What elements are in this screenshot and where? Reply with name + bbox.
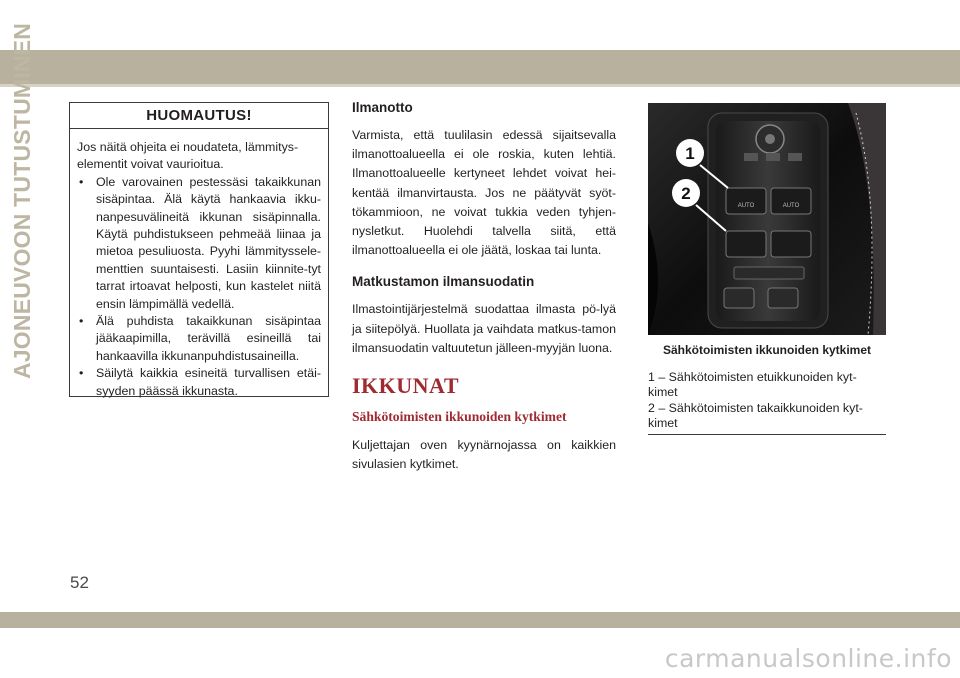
- notice-box: [69, 102, 329, 397]
- notice-item: • Säilytä kaikkia esineitä turvallisen etäi-syyden päässä ikkunasta.: [79, 366, 321, 398]
- power-window-switches-photo: [648, 103, 886, 335]
- switch-label: AUTO: [782, 203, 800, 209]
- notice-list: [77, 174, 321, 400]
- page-number: 52: [70, 573, 89, 592]
- figure-legend: [648, 370, 886, 432]
- watermark: carmanualsonline.info: [664, 644, 952, 673]
- middle-column: [352, 100, 616, 474]
- section-heading-air-intake: Ilmanotto: [352, 100, 413, 115]
- callout-1: 1: [685, 144, 695, 163]
- footer-band: [0, 612, 960, 628]
- notice-body: [70, 129, 328, 400]
- subsection-text-power-windows: Kuljettajan oven kyynärnojassa on kaikkien sivulasien kytkimet.: [352, 438, 616, 472]
- figure-caption: Sähkötoimisten ikkunoiden kytkimet: [662, 343, 872, 357]
- switch-panel-illustration: [648, 103, 886, 335]
- section-text-cabin-filter: Ilmastointijärjestelmä suodattaa ilmasta pö-lyä ja siitepölyä. Huollata ja vaihdata matkus-tamon ilmansuodatin valtuutetun jälleen-myyjän luona.: [352, 302, 616, 355]
- legend-item: 1 – Sähkötoimisten etuikkunoiden kyt-kimet: [648, 370, 857, 400]
- section-heading-cabin-filter: Matkustamon ilmansuodatin: [352, 274, 535, 290]
- callout-2: 2: [681, 184, 691, 203]
- switch-label: AUTO: [737, 203, 755, 209]
- bullet-icon: •: [79, 366, 84, 381]
- subsection-heading-power-windows: Sähkötoimisten ikkunoiden kytkimet: [352, 409, 567, 425]
- chapter-side-title: AJONEUVOON TUTUSTUMINEN: [9, 22, 35, 379]
- notice-item: • Ole varovainen pestessäsi takaikkunan sisäpintaa. Älä käytä hankaavia ikku-nanpesuvälineitä ikkunan sisäpinnalla. Käytä puhdistukseen pehmeää liinaa ja mietoa pesuliuosta. Pyyhi lämmityssele-menttien suuntaisesti. Lasiin kiinnite-tyt tarrat irtoavat helposti, kun kastelet niitä ensin lämpimällä vedellä.: [79, 174, 321, 311]
- notice-intro: Jos näitä ohjeita ei noudateta, lämmitys-elementit voivat vaurioitua.: [77, 140, 299, 172]
- header-band: [0, 50, 960, 87]
- notice-title: HUOMAUTUS!: [146, 107, 252, 124]
- legend-divider: [648, 434, 886, 435]
- section-text-air-intake: Varmista, että tuulilasin edessä sijaitsevalla ilmanottoalueella ei ole roskia, kuten lehtiä. Ilmanottoalueelle kertyneet lehdet voivat hei-kentää ilmanvirtausta. Jos ne päätyvät syöt-tökammioon, ne voivat tukkia veden tyhjen-nysletkut. Huolehdi talvella siitä, että ilmanottoalueella ei ole jäätä, loskaa tai lunta.: [352, 128, 616, 258]
- bullet-icon: •: [79, 314, 84, 329]
- notice-item: • Älä puhdista takaikkunan sisäpintaa jääkaapimilla, terävillä esineillä tai hankaavilla ikkunanpuhdistusaineilla.: [79, 314, 321, 363]
- bullet-icon: •: [79, 174, 84, 189]
- chapter-heading-windows: IKKUNAT: [352, 373, 459, 399]
- legend-item: 2 – Sähkötoimisten takaikkunoiden kyt-kimet: [648, 400, 863, 431]
